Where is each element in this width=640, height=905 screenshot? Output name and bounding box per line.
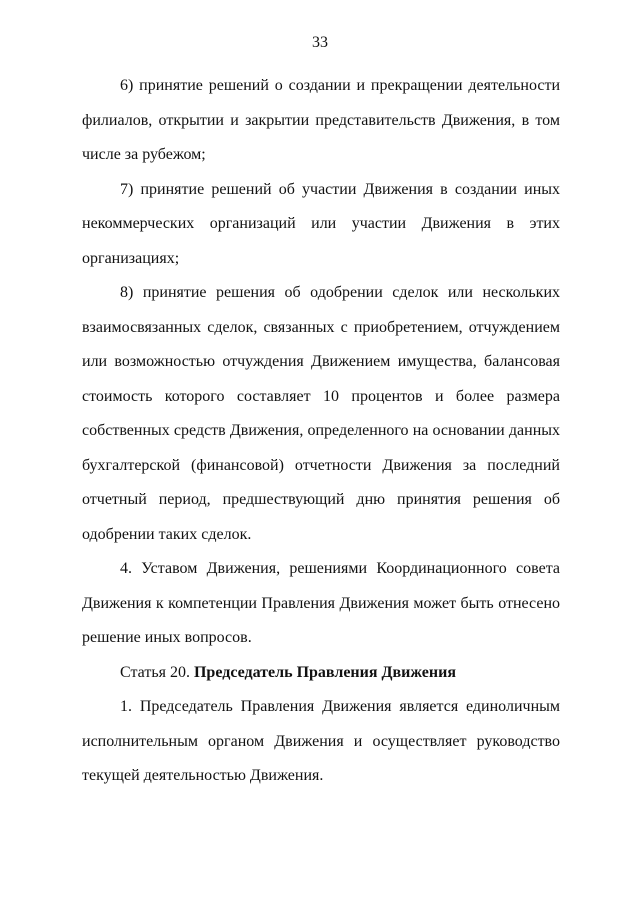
paragraph-item-7: 7) принятие решений об участии Движения в создании иных некоммерческих организаций или участии Движения в этих организациях; bbox=[82, 180, 560, 267]
article-heading bbox=[82, 656, 560, 691]
document-body bbox=[82, 69, 560, 794]
article-paragraph-1: 1. Председатель Правления Движения является единоличным исполнительным органом Движения и осуществляет руководство текущей деятельностью Движения. bbox=[82, 698, 560, 784]
paragraph-item-6: 6) принятие решений о создании и прекращении деятельности филиалов, открытии и закрытии представительств Движения, в том числе за рубежом; bbox=[82, 77, 560, 163]
paragraph-clause-4: 4. Уставом Движения, решениями Координационного совета Движения к компетенции Правления Движения может быть отнесено решение иных вопросов. bbox=[82, 560, 560, 646]
paragraph-item-8: 8) принятие решения об одобрении сделок или нескольких взаимосвязанных сделок, связанных с приобретением, отчуждением или возможностью отчуждения Движением имущества, балансовая стоимость которого составляет 10 процентов и более размера собственных средств Движения, определенного на основании данных бухгалтерской (финансовой) отчетности Движения за последний отчетный период, предшествующий дню принятия решения об одобрении таких сделок. bbox=[82, 284, 560, 543]
page-number: 33 bbox=[312, 34, 328, 51]
article-label: Статья 20. bbox=[120, 663, 190, 681]
article-title: Председатель Правления Движения bbox=[193, 663, 456, 681]
